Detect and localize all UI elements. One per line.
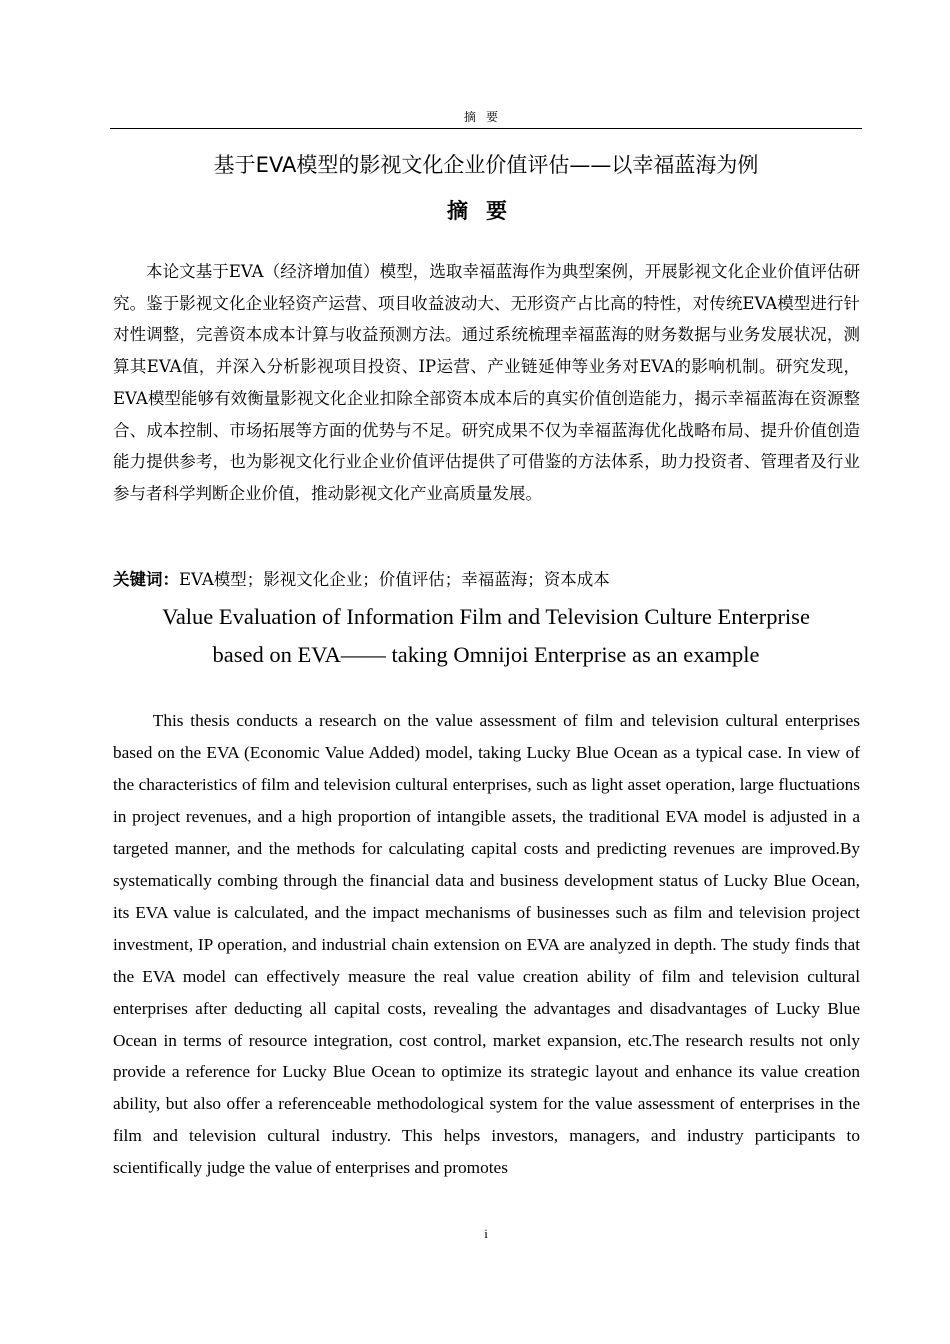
- chinese-abstract-body: 本论文基于EVA（经济增加值）模型，选取幸福蓝海作为典型案例，开展影视文化企业价值评估研究。鉴于影视文化企业轻资产运营、项目收益波动大、无形资产占比高的特性，对传统EVA模型进行针对性调整，完善资本成本计算与收益预测方法。通过系统梳理幸福蓝海的财务数据与业务发展状况，测算其EVA值，并深入分析影视项目投资、IP运营、产业链延伸等业务对EVA的影响机制。研究发现，EVA模型能够有效衡量影视文化企业扣除全部资本成本后的真实价值创造能力，揭示幸福蓝海在资源整合、成本控制、市场拓展等方面的优势与不足。研究成果不仅为幸福蓝海优化战略布局、提升价值创造能力提供参考，也为影视文化行业企业价值评估提供了可借鉴的方法体系，助力投资者、管理者及行业参与者科学判断企业价值，推动影视文化产业高质量发展。: [113, 262, 860, 503]
- english-abstract-body: This thesis conducts a research on the value assessment of film and television cultural enterprises based on the EVA (Economic Value Added) model, taking Lucky Blue Ocean as a typical case. In view of the characteristics of film and television cultural enterprises, such as light asset operation, large fluctuations in project revenues, and a high proportion of intangible assets, the traditional EVA model is adjusted in a targeted manner, and the methods for calculating capital costs and predicting revenues are improved.By systematically combing through the financial data and business development status of Lucky Blue Ocean, its EVA value is calculated, and the impact mechanisms of businesses such as film and television project investment, IP operation, and industrial chain extension on EVA are analyzed in depth. The study finds that the EVA model can effectively measure the real value creation ability of film and television cultural enterprises after deducting all capital costs, revealing the advantages and disadvantages of Lucky Blue Ocean in terms of resource integration, cost control, market expansion, etc.The research results not only provide a reference for Lucky Blue Ocean to optimize its strategic layout and enhance its value creation ability, but also offer a referenceable methodological system for the value assessment of enterprises in the film and television cultural industry. This helps investors, managers, and industry participants to scientifically judge the value of enterprises and promotes: [113, 711, 860, 1178]
- english-title: [110, 598, 862, 674]
- keywords-label: 关键词：: [113, 570, 179, 589]
- running-header: 摘要: [463, 110, 508, 124]
- chinese-keywords: [113, 567, 860, 593]
- english-title-line-1: Value Evaluation of Information Film and Television Culture Enterprise: [162, 604, 810, 629]
- page-number: i: [484, 1226, 488, 1241]
- english-title-line-2: based on EVA—— taking Omnijoi Enterprise as an example: [212, 642, 760, 667]
- keywords-list: EVA模型；影视文化企业；价值评估；幸福蓝海；资本成本: [179, 570, 610, 589]
- chinese-abstract-heading: 摘要: [447, 199, 525, 223]
- chinese-title: 基于EVA模型的影视文化企业价值评估——以幸福蓝海为例: [213, 153, 759, 177]
- header-rule: [110, 128, 862, 129]
